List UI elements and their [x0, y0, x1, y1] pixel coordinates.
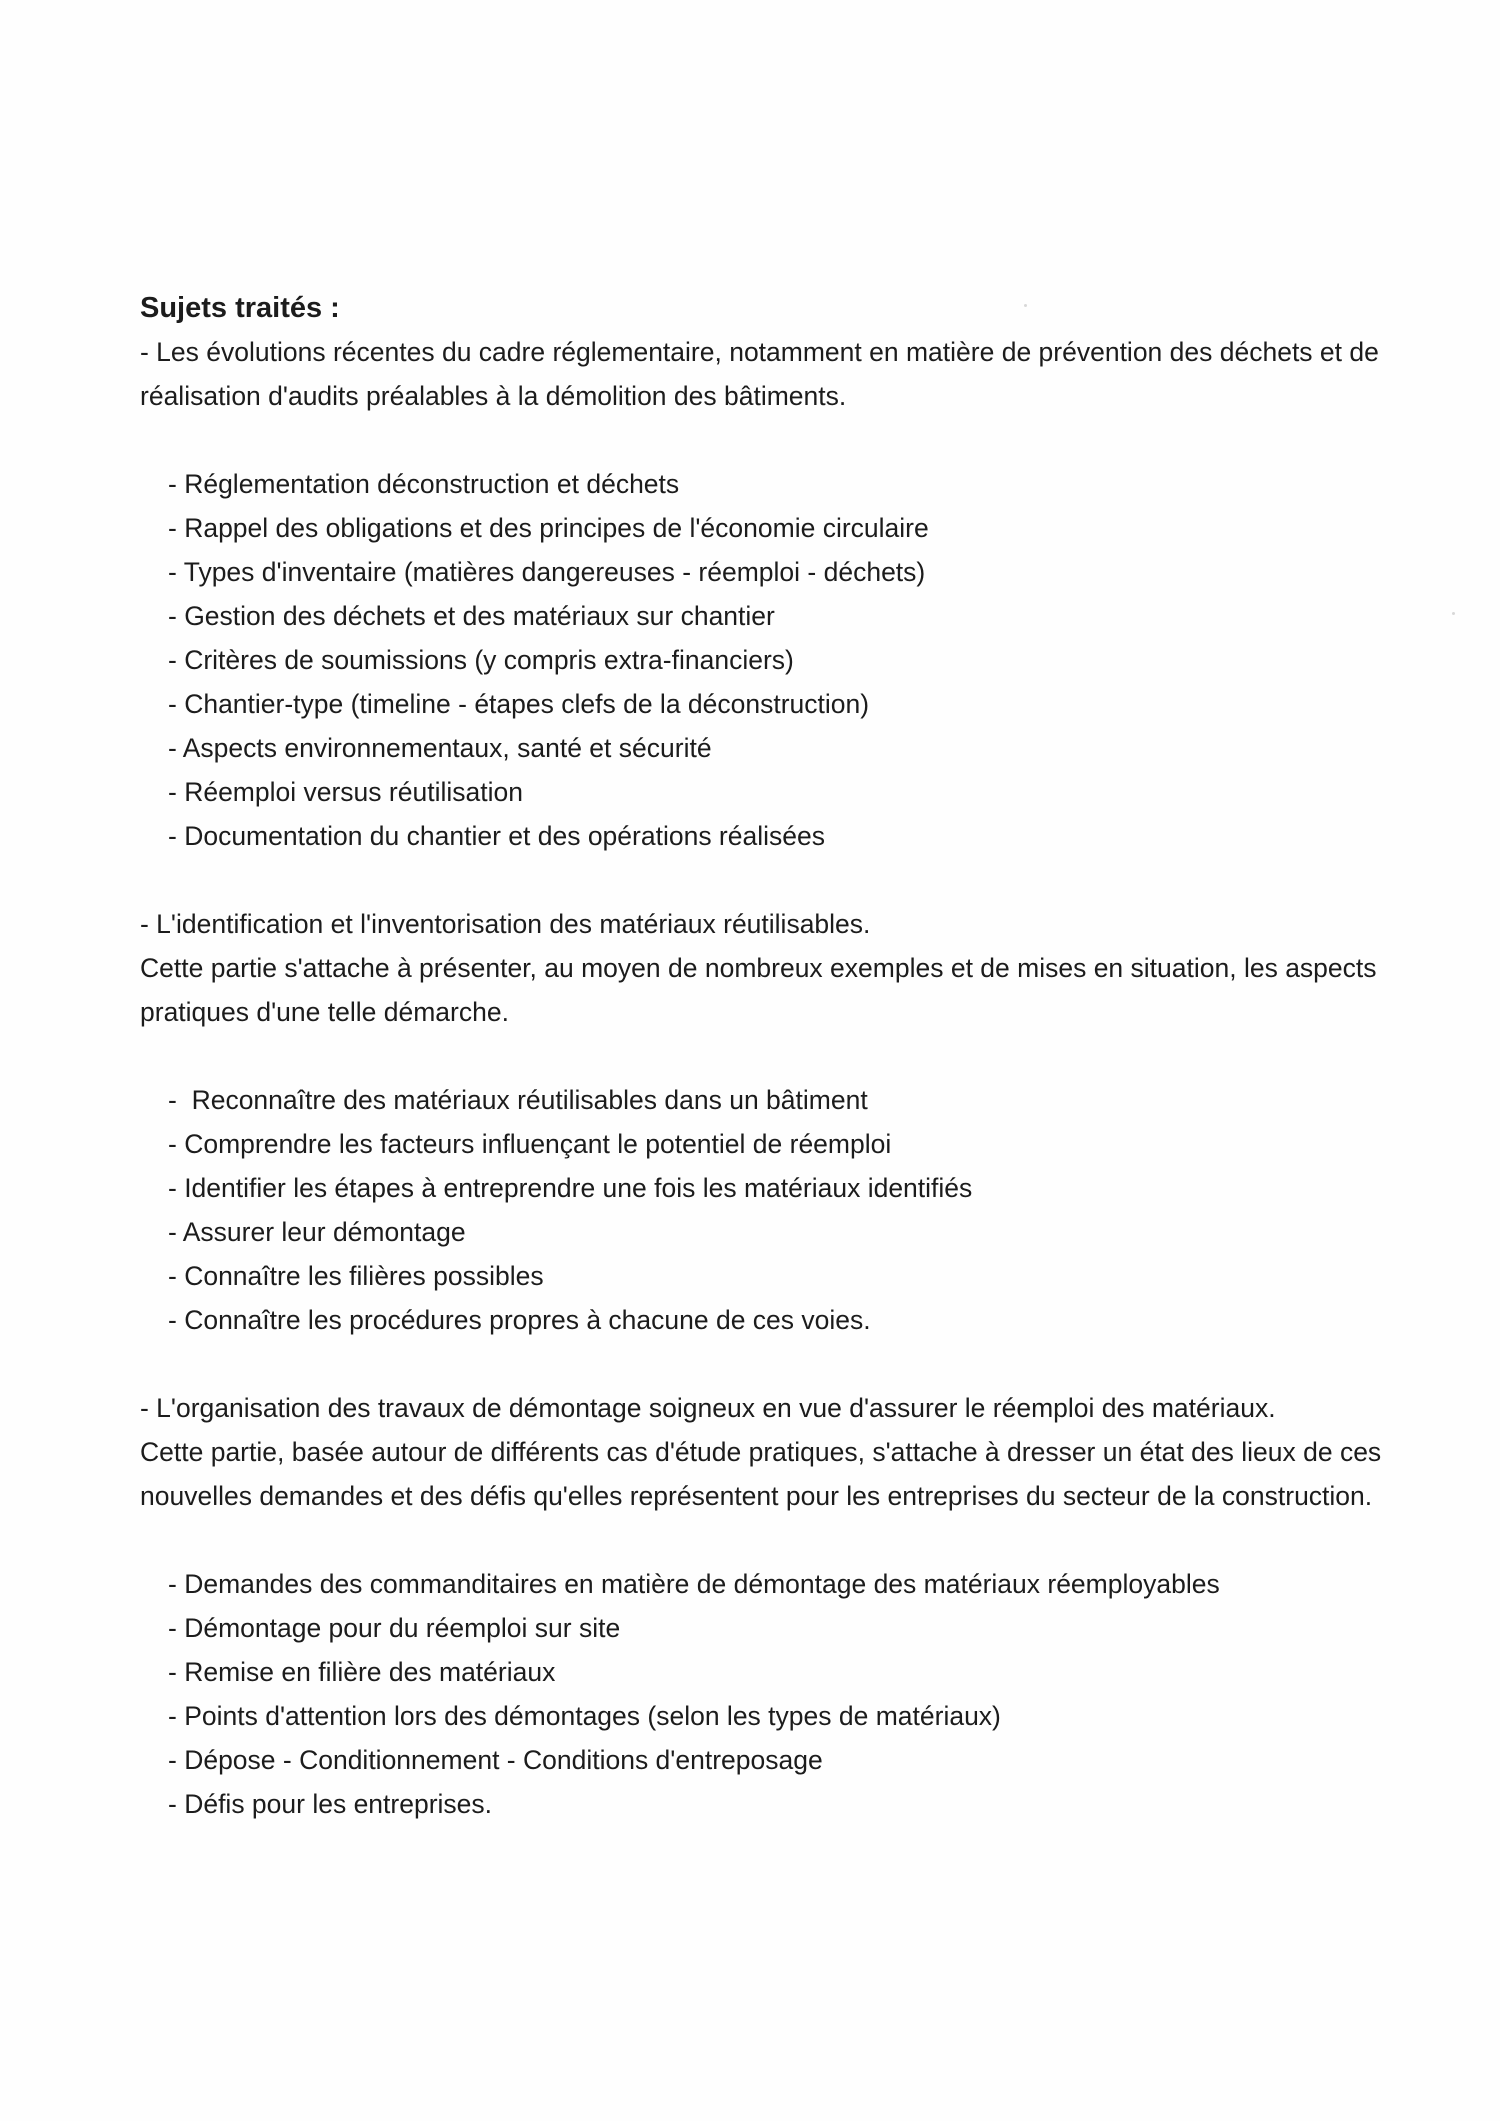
- list-item: - Assurer leur démontage: [168, 1210, 1410, 1254]
- section-2-description: Cette partie s'attache à présenter, au moyen de nombreux exemples et de mises en situation, les aspects pratiques d'une telle démarche.: [140, 953, 1377, 1027]
- section-2-intro: - L'identification et l'inventorisation des matériaux réutilisables.: [140, 909, 871, 939]
- list-item: - Reconnaître des matériaux réutilisables dans un bâtiment: [168, 1078, 1410, 1122]
- list-item: - Documentation du chantier et des opérations réalisées: [168, 814, 1410, 858]
- list-item: - Connaître les procédures propres à chacune de ces voies.: [168, 1298, 1410, 1342]
- list-item: - Critères de soumissions (y compris extra-financiers): [168, 638, 1410, 682]
- list-item: - Défis pour les entreprises.: [168, 1782, 1410, 1826]
- scan-speck: [1452, 612, 1455, 615]
- section-3-intro: - L'organisation des travaux de démontage soigneux en vue d'assurer le réemploi des matériaux.: [140, 1393, 1276, 1423]
- list-item: - Réemploi versus réutilisation: [168, 770, 1410, 814]
- section-3-list: [168, 1562, 1410, 1826]
- list-item: - Réglementation déconstruction et déchets: [168, 462, 1410, 506]
- list-item: - Points d'attention lors des démontages (selon les types de matériaux): [168, 1694, 1410, 1738]
- section-heading: Sujets traités :: [140, 292, 340, 324]
- section-2-list: [168, 1078, 1410, 1342]
- list-item: - Demandes des commanditaires en matière de démontage des matériaux réemployables: [168, 1562, 1410, 1606]
- list-item: - Chantier-type (timeline - étapes clefs de la déconstruction): [168, 682, 1410, 726]
- list-item: - Gestion des déchets et des matériaux sur chantier: [168, 594, 1410, 638]
- section-3-description: Cette partie, basée autour de différents cas d'étude pratiques, s'attache à dresser un état des lieux de ces nouvelles demandes et des défis qu'elles représentent pour les entreprises du secteur de la construction.: [140, 1437, 1382, 1511]
- list-item: - Comprendre les facteurs influençant le potentiel de réemploi: [168, 1122, 1410, 1166]
- list-item: - Dépose - Conditionnement - Conditions d'entreposage: [168, 1738, 1410, 1782]
- list-item: - Types d'inventaire (matières dangereuses - réemploi - déchets): [168, 550, 1410, 594]
- list-item: - Remise en filière des matériaux: [168, 1650, 1410, 1694]
- list-item: - Identifier les étapes à entreprendre une fois les matériaux identifiés: [168, 1166, 1410, 1210]
- list-item: - Connaître les filières possibles: [168, 1254, 1410, 1298]
- list-item: - Rappel des obligations et des principes de l'économie circulaire: [168, 506, 1410, 550]
- document-body: [140, 286, 1410, 1870]
- list-item: - Démontage pour du réemploi sur site: [168, 1606, 1410, 1650]
- list-item: - Aspects environnementaux, santé et sécurité: [168, 726, 1410, 770]
- section-1-intro: - Les évolutions récentes du cadre réglementaire, notamment en matière de prévention des déchets et de réalisation d'audits préalables à la démolition des bâtiments.: [140, 337, 1379, 411]
- section-1-list: [168, 462, 1410, 858]
